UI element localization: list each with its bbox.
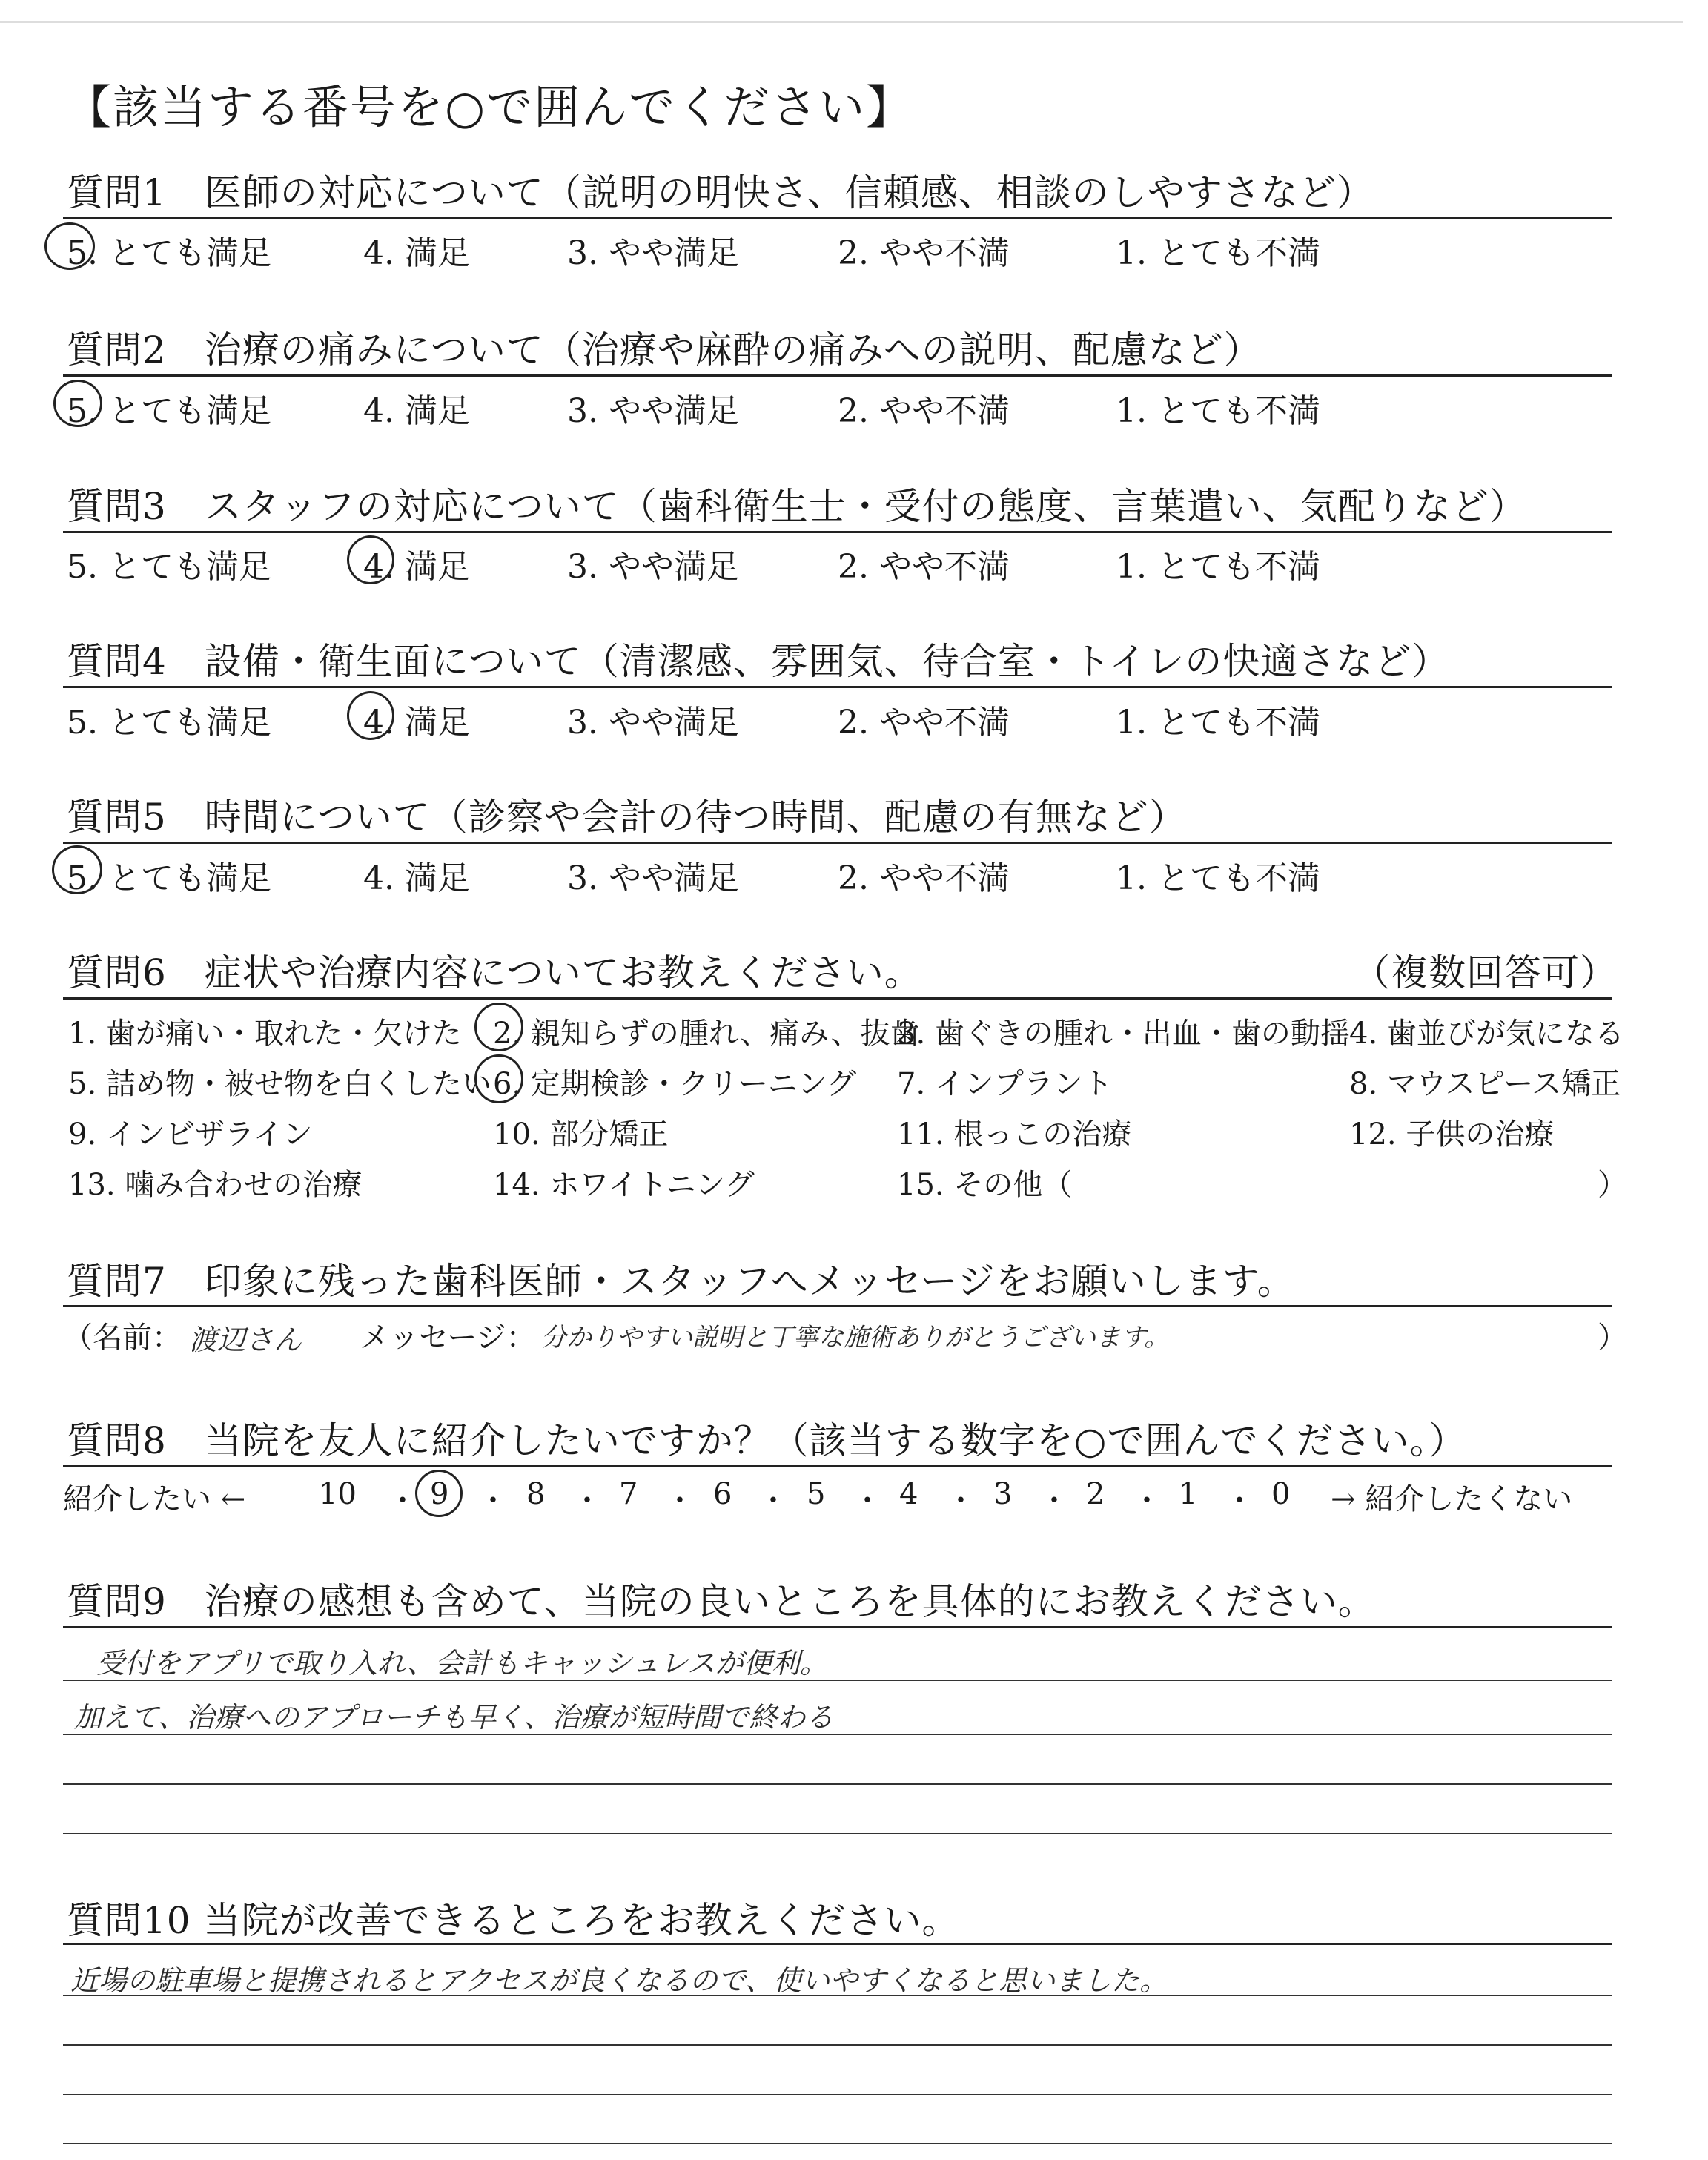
q8-scale-0[interactable]: 0 bbox=[1271, 1477, 1291, 1511]
q7-name-label: （名前： bbox=[63, 1321, 182, 1355]
q6-item-1[interactable]: 1. 歯が痛い・取れた・欠けた bbox=[68, 1017, 462, 1051]
q8-dot: ・ bbox=[388, 1484, 417, 1518]
q5-selection-circle bbox=[52, 845, 102, 894]
q9-writing-line bbox=[63, 1734, 1612, 1735]
q5-option-3[interactable]: 3. やや満足 bbox=[567, 859, 739, 897]
q7-close: ） bbox=[1598, 1321, 1627, 1355]
q2-option-3[interactable]: 3. やや満足 bbox=[567, 392, 739, 430]
q2-selection-circle bbox=[53, 380, 102, 427]
q8-dot: ・ bbox=[1225, 1484, 1254, 1518]
q8-dot: ・ bbox=[946, 1484, 976, 1518]
q3-option-3[interactable]: 3. やや満足 bbox=[567, 548, 739, 586]
page-heading: 【該当する番号を○で囲んでください】 bbox=[65, 80, 914, 134]
q8-dot: ・ bbox=[1039, 1484, 1069, 1518]
q9-writing-line bbox=[63, 1783, 1612, 1785]
q8-dot: ・ bbox=[853, 1484, 882, 1518]
q6-item-2[interactable]: 2. 親知らずの腫れ、痛み、抜歯 bbox=[493, 1017, 920, 1051]
q8-left-label: 紹介したい ← bbox=[63, 1482, 246, 1516]
q6-item-12[interactable]: 12. 子供の治療 bbox=[1349, 1117, 1555, 1152]
q4-option-2[interactable]: 2. やや不満 bbox=[838, 704, 1010, 742]
q6-item-3[interactable]: 3. 歯ぐきの腫れ・出血・歯の動揺 bbox=[897, 1017, 1350, 1051]
q8-scale-7[interactable]: 7 bbox=[619, 1477, 638, 1511]
q7-message-label: メッセージ： bbox=[360, 1321, 536, 1355]
question-9-title: 質問9 治療の感想も含めて、当院の良いところを具体的にお教えください。 bbox=[67, 1580, 1376, 1623]
q10-writing-line bbox=[63, 2094, 1612, 2095]
q6-item-14[interactable]: 14. ホワイトニング bbox=[493, 1168, 755, 1202]
question-9-rule bbox=[63, 1626, 1612, 1628]
q8-scale-1[interactable]: 1 bbox=[1179, 1477, 1198, 1511]
q4-option-4[interactable]: 4. 満足 bbox=[363, 704, 470, 742]
q8-scale-4[interactable]: 4 bbox=[899, 1477, 918, 1511]
q8-scale-2[interactable]: 2 bbox=[1086, 1477, 1105, 1511]
q6-selection-circle-6 bbox=[474, 1054, 523, 1103]
q7-name-value[interactable]: 渡辺さん bbox=[189, 1324, 302, 1356]
question-10-rule bbox=[63, 1943, 1612, 1945]
q5-option-4[interactable]: 4. 満足 bbox=[363, 859, 470, 897]
q8-scale-9[interactable]: 9 bbox=[430, 1477, 449, 1511]
q9-writing-line bbox=[63, 1833, 1612, 1834]
q3-option-4[interactable]: 4. 満足 bbox=[363, 548, 470, 586]
q8-scale-8[interactable]: 8 bbox=[526, 1477, 546, 1511]
question-6-note: （複数回答可） bbox=[1353, 951, 1618, 994]
q8-dot: ・ bbox=[1132, 1484, 1162, 1518]
q9-answer-line-1[interactable]: 受付をアプリで取り入れ、会計もキャッシュレスが便利。 bbox=[96, 1647, 828, 1680]
q8-dot: ・ bbox=[478, 1484, 508, 1518]
question-6-rule bbox=[63, 997, 1612, 1000]
q5-option-2[interactable]: 2. やや不満 bbox=[838, 859, 1010, 897]
q5-option-5[interactable]: 5. とても満足 bbox=[67, 859, 271, 897]
q8-dot: ・ bbox=[758, 1484, 788, 1518]
q8-dot: ・ bbox=[665, 1484, 695, 1518]
q8-right-label: → 紹介したくない bbox=[1331, 1482, 1573, 1516]
question-5-title: 質問5 時間について（診察や会計の待つ時間、配慮の有無など） bbox=[67, 796, 1187, 839]
question-5-rule bbox=[63, 842, 1612, 844]
q1-option-3[interactable]: 3. やや満足 bbox=[567, 234, 739, 272]
q3-option-1[interactable]: 1. とても不満 bbox=[1116, 548, 1320, 586]
q8-scale-10[interactable]: 10 bbox=[319, 1477, 357, 1511]
q10-writing-line bbox=[63, 1995, 1612, 1996]
q6-item-8[interactable]: 8. マウスピース矯正 bbox=[1349, 1067, 1621, 1101]
q3-option-5[interactable]: 5. とても満足 bbox=[67, 548, 271, 586]
q10-writing-line bbox=[63, 2143, 1612, 2144]
q3-selection-circle bbox=[347, 535, 394, 584]
q8-scale-6[interactable]: 6 bbox=[713, 1477, 732, 1511]
q9-writing-line bbox=[63, 1680, 1612, 1681]
q9-answer-line-2[interactable]: 加えて、治療へのアプローチも早く、治療が短時間で終わる bbox=[74, 1701, 834, 1734]
question-3-rule bbox=[63, 531, 1612, 533]
q4-option-3[interactable]: 3. やや満足 bbox=[567, 704, 739, 742]
question-2-rule bbox=[63, 374, 1612, 377]
q4-selection-circle bbox=[347, 691, 394, 740]
q6-item-15[interactable]: 15. その他（ bbox=[897, 1168, 1073, 1202]
q6-item-13[interactable]: 13. 噛み合わせの治療 bbox=[68, 1168, 363, 1202]
question-7-title: 質問7 印象に残った歯科医師・スタッフへメッセージをお願いします。 bbox=[67, 1260, 1295, 1303]
q4-option-1[interactable]: 1. とても不満 bbox=[1116, 704, 1320, 742]
q6-item-5[interactable]: 5. 詰め物・被せ物を白くしたい bbox=[68, 1067, 491, 1101]
q1-option-2[interactable]: 2. やや不満 bbox=[838, 234, 1010, 272]
question-3-title: 質問3 スタッフの対応について（歯科衛生士・受付の態度、言葉遣い、気配りなど） bbox=[67, 485, 1527, 528]
q6-item-11[interactable]: 11. 根っこの治療 bbox=[897, 1117, 1132, 1152]
q6-selection-circle-2 bbox=[474, 1003, 523, 1051]
question-10-title: 質問10 当院が改善できるところをお教えください。 bbox=[67, 1899, 960, 1942]
q6-item-9[interactable]: 9. インビザライン bbox=[68, 1117, 313, 1152]
q8-dot: ・ bbox=[572, 1484, 602, 1518]
q4-option-5[interactable]: 5. とても満足 bbox=[67, 704, 271, 742]
q2-option-5[interactable]: 5. とても満足 bbox=[67, 392, 271, 430]
q8-scale-5[interactable]: 5 bbox=[807, 1477, 826, 1511]
q10-writing-line bbox=[63, 2044, 1612, 2046]
q6-item-10[interactable]: 10. 部分矯正 bbox=[493, 1117, 669, 1152]
question-4-title: 質問4 設備・衛生面について（清潔感、雰囲気、待合室・トイレの快適さなど） bbox=[67, 640, 1450, 683]
q8-scale-3[interactable]: 3 bbox=[993, 1477, 1013, 1511]
question-8-rule bbox=[63, 1465, 1612, 1467]
q6-item-6[interactable]: 6. 定期検診・クリーニング bbox=[493, 1067, 857, 1101]
q6-item-15-close: ） bbox=[1598, 1168, 1627, 1202]
question-6-title: 質問6 症状や治療内容についてお教えください。 bbox=[67, 951, 922, 994]
q5-option-1[interactable]: 1. とても不満 bbox=[1116, 859, 1320, 897]
q6-item-7[interactable]: 7. インプラント bbox=[897, 1067, 1113, 1101]
q2-option-1[interactable]: 1. とても不満 bbox=[1116, 392, 1320, 430]
q1-option-1[interactable]: 1. とても不満 bbox=[1116, 234, 1320, 272]
question-7-rule bbox=[63, 1305, 1612, 1307]
question-1-title: 質問1 医師の対応について（説明の明快さ、信頼感、相談のしやすさなど） bbox=[67, 171, 1374, 214]
q8-selection-circle bbox=[415, 1470, 463, 1517]
q10-answer-line-1[interactable]: 近場の駐車場と提携されるとアクセスが良くなるので、使いやすくなると思いました。 bbox=[70, 1964, 1168, 1997]
question-2-title: 質問2 治療の痛みについて（治療や麻酔の痛みへの説明、配慮など） bbox=[67, 328, 1262, 371]
q7-message-value[interactable]: 分かりやすい説明と丁寧な施術ありがとうございます。 bbox=[541, 1323, 1170, 1353]
scan-edge bbox=[0, 21, 1683, 23]
question-8-title: 質問8 当院を友人に紹介したいですか？（該当する数字を○で囲んでください。） bbox=[67, 1419, 1467, 1462]
q2-option-2[interactable]: 2. やや不満 bbox=[838, 392, 1010, 430]
q1-option-4[interactable]: 4. 満足 bbox=[363, 234, 470, 272]
q1-option-5[interactable]: 5. とても満足 bbox=[67, 234, 271, 272]
q1-selection-circle bbox=[44, 222, 95, 270]
question-1-rule bbox=[63, 217, 1612, 219]
question-4-rule bbox=[63, 686, 1612, 688]
q6-item-4[interactable]: 4. 歯並びが気になる bbox=[1349, 1017, 1624, 1051]
q2-option-4[interactable]: 4. 満足 bbox=[363, 392, 470, 430]
q3-option-2[interactable]: 2. やや不満 bbox=[838, 548, 1010, 586]
